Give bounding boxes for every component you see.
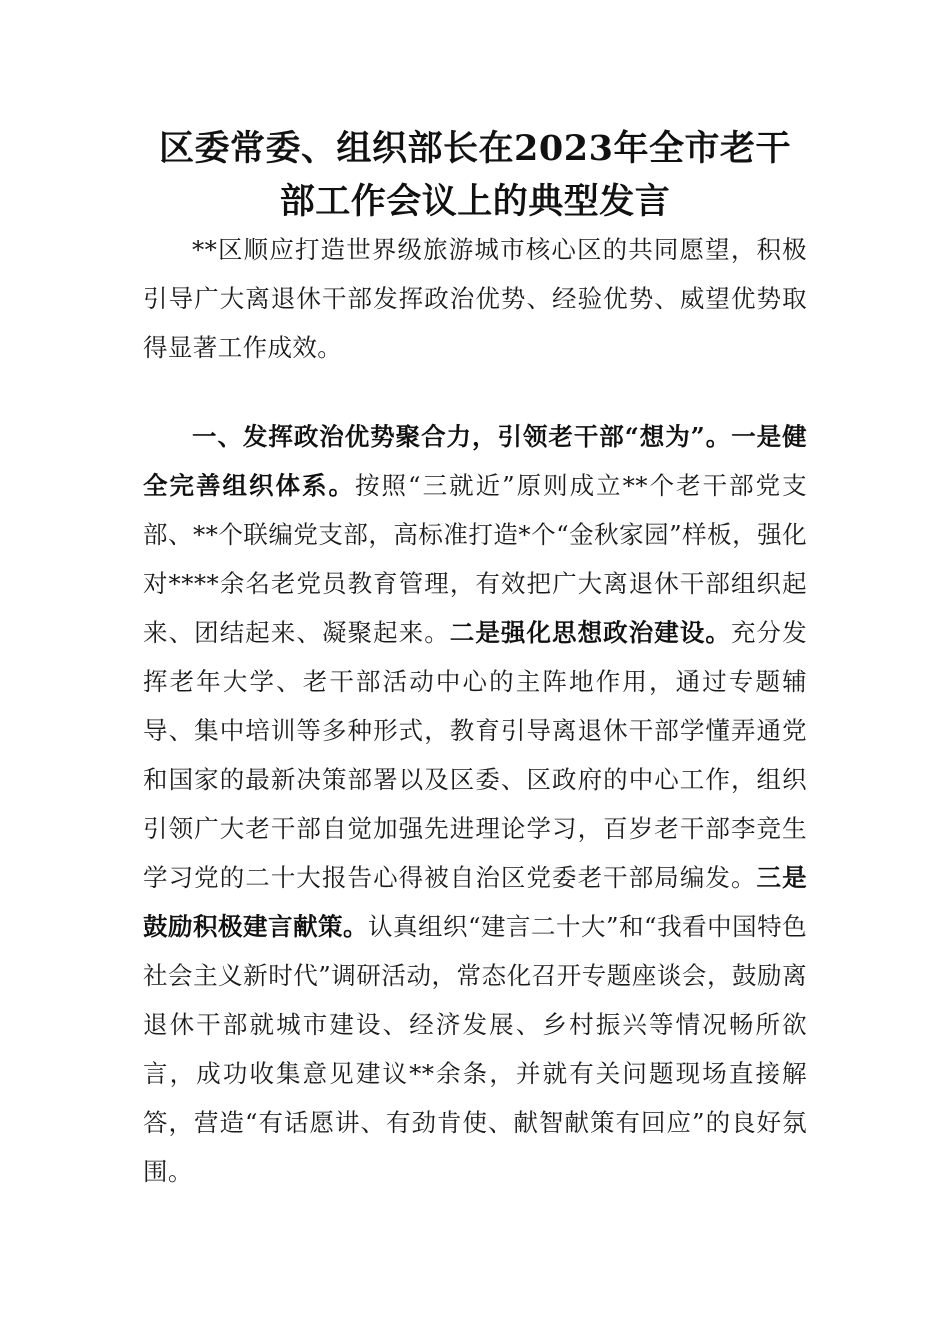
intro-paragraph bbox=[143, 225, 807, 372]
point-2-label: 二是强化思想政治建设。 bbox=[449, 618, 731, 647]
section-1-heading: 一、发挥政治优势聚合力，引领老干部“想为”。 bbox=[192, 422, 732, 451]
point-2-text: 充分发挥老年大学、老干部活动中心的主阵地作用，通过专题辅导、集中培训等多种形式，教育引导离退休干部学懂弄通党和国家的最新决策部署以及区委、区政府的中心工作，组织引领广大老干部自觉加强先进理论学习，百岁老干部李竞生学习党的二十大报告心得被自治区党委老干部局编发。 bbox=[143, 618, 807, 892]
point-1-label: 一是健全完善组织体系。 bbox=[143, 422, 807, 500]
intro-text: **区顺应打造世界级旅游城市核心区的共同愿望，积极引导广大离退休干部发挥政治优势、经验优势、威望优势取得显著工作成效。 bbox=[143, 235, 807, 362]
document-title bbox=[140, 122, 810, 228]
title-line-2: 部工作会议上的典型发言 bbox=[279, 181, 671, 222]
point-3-text: 认真组织“建言二十大”和“我看中国特色社会主义新时代”调研活动，常态化召开专题座谈会，鼓励离退休干部就城市建设、经济发展、乡村振兴等情况畅所欲言，成功收集意见建议**余条，并就有关问题现场直接解答，营造“有话愿讲、有劲肯使、献智献策有回应”的良好氛围。 bbox=[143, 912, 807, 1186]
point-1-text: 按照“三就近”原则成立**个老干部党支部、**个联编党支部，高标准打造*个“金秋家园”样板，强化对****余名老党员教育管理，有效把广大离退休干部组织起来、团结起来、凝聚起来。 bbox=[143, 471, 807, 647]
point-3-label: 三是鼓励积极建言献策。 bbox=[143, 863, 807, 941]
title-line-1: 区委常委、组织部长在2023年全市老干 bbox=[159, 128, 791, 169]
section-1-paragraph bbox=[143, 412, 807, 1196]
